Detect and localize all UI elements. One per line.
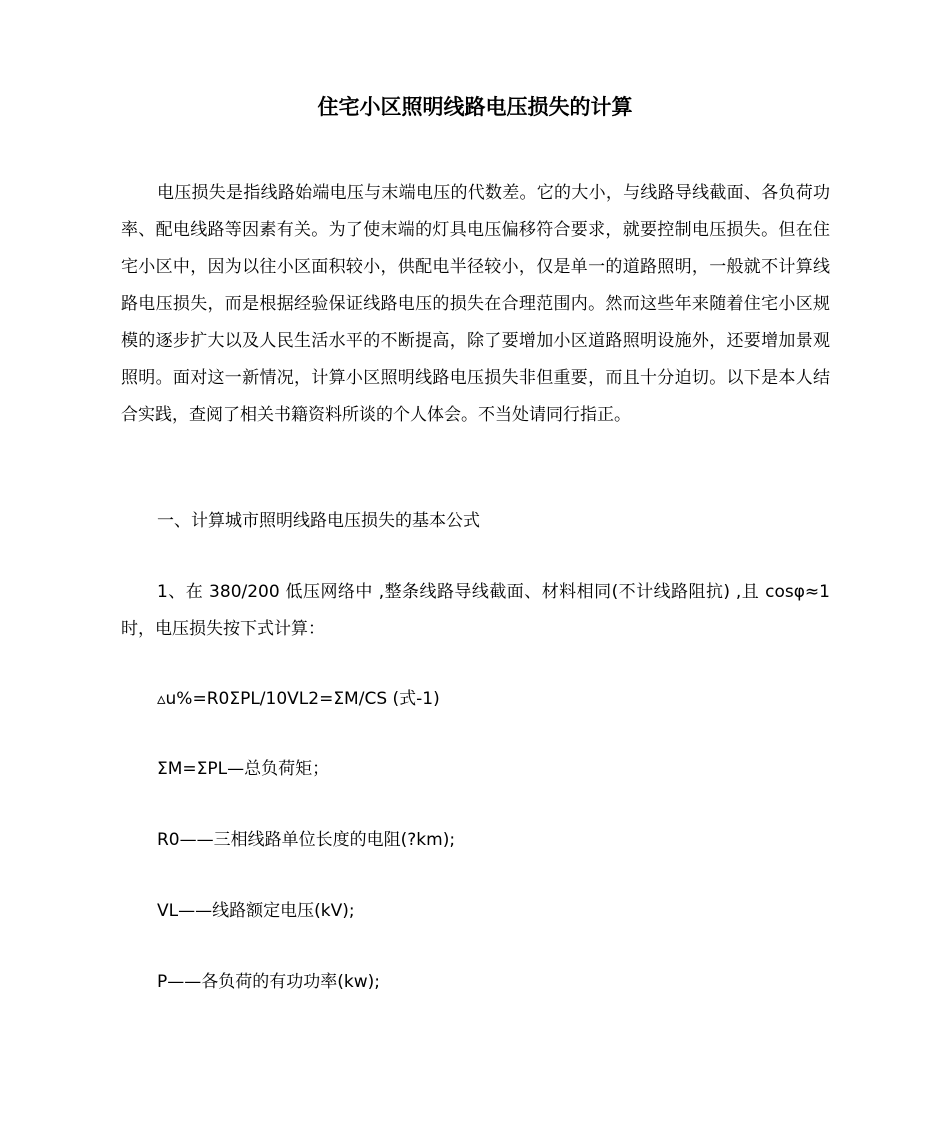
definition-r0: R0——三相线路单位长度的电阻(?km); — [157, 830, 456, 850]
definition-total-load-moment: ΣM=ΣPL—总负荷矩； — [157, 759, 330, 779]
section-heading: 一、计算城市照明线路电压损失的基本公式 — [157, 511, 480, 531]
item-1-paragraph: 1、在 380/200 低压网络中 ,整条线路导线截面、材料相同(不计线路阻抗) ,且 cosφ≈1 时，电压损失按下式计算： — [121, 582, 830, 639]
formula-line: ▵u%=R0ΣPL/10VL2=ΣM/CS (式-1) — [157, 689, 440, 709]
intro-paragraph: 电压损失是指线路始端电压与末端电压的代数差。它的大小，与线路导线截面、各负荷功率、配电线路等因素有关。为了使末端的灯具电压偏移符合要求，就要控制电压损失。但在住宅小区中，因为以往小区面积较小，供配电半径较小，仅是单一的道路照明，一般就不计算线路电压损失，而是根据经验保证线路电压的损失在合理范围内。然而这些年来随着住宅小区规模的逐步扩大以及人民生活水平的不断提高，除了要增加小区道路照明设施外，还要增加景观照明。面对这一新情况，计算小区照明线路电压损失非但重要，而且十分迫切。以下是本人结合实践，查阅了相关书籍资料所谈的个人体会。不当处请同行指正。 — [121, 183, 830, 425]
definition-p: P——各负荷的有功功率(kw); — [157, 972, 380, 992]
definition-vl: VL——线路额定电压(kV); — [157, 901, 355, 921]
document-title: 住宅小区照明线路电压损失的计算 — [317, 95, 633, 119]
